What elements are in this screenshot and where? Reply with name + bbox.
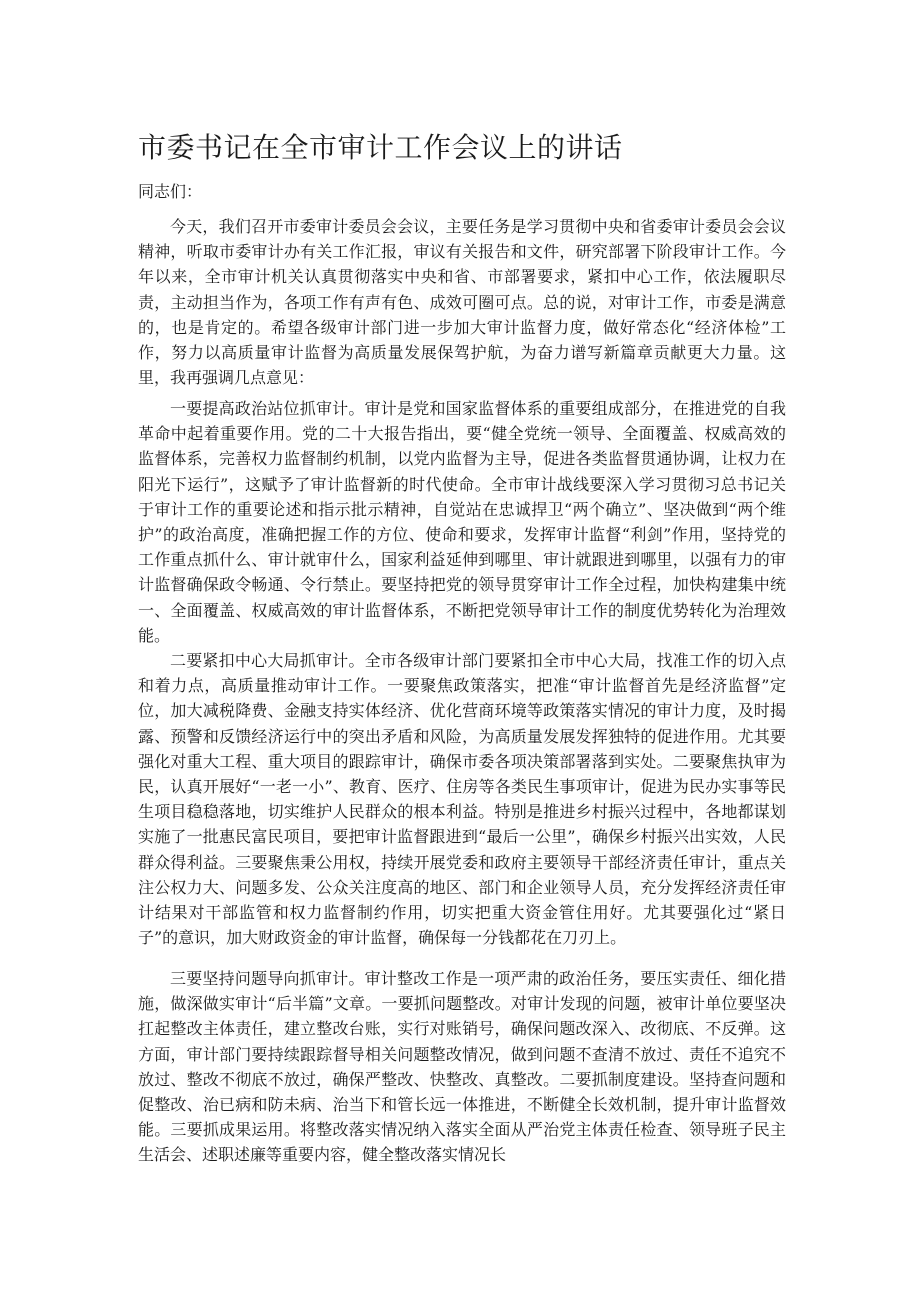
paragraph-point-one: 一要提高政治站位抓审计。审计是党和国家监督体系的重要组成部分，在推进党的自我革命中起着重要作用。党的二十大报告指出，要“健全党统一领导、全面覆盖、权威高效的监督体系，完善权力监督制约机制，以党内监督为主导，促进各类监督贯通协调，让权力在阳光下运行”，这赋予了审计监督新的时代使命。全市审计战线要深入学习贯彻习总书记关于审计工作的重要论述和指示批示精神，自觉站在忠诚捍卫“两个确立”、坚决做到“两个维护”的政治高度，准确把握工作的方位、使命和要求，发挥审计监督“利剑”作用，坚持党的工作重点抓什么、审计就审什么，国家利益延伸到哪里、审计就跟进到哪里，以强有力的审计监督确保政令畅通、令行禁止。要坚持把党的领导贯穿审计工作全过程，加快构建集中统一、全面覆盖、权威高效的审计监督体系，不断把党领导审计工作的制度优势转化为治理效能。 bbox=[138, 399, 786, 645]
paragraph-point-three: 三要坚持问题导向抓审计。审计整改工作是一项严肃的政治任务，要压实责任、细化措施，做深做实审计“后半篇”文章。一要抓问题整改。对审计发现的问题，被审计单位要坚决扛起整改主体责任，建立整改台账，实行对账销号，确保问题改深入、改彻底、不反弹。这方面，审计部门要持续跟踪督导相关问题整改情况，做到问题不查清不放过、责任不追究不放过、整改不彻底不放过，确保严整改、快整改、真整改。二要抓制度建设。坚持查问题和促整改、治已病和防未病、治当下和管长远一体推进，不断健全长效机制，提升审计监督效能。三要抓成果运用。将整改落实情况纳入落实全面从严治党主体责任检查、领导班子民主生活会、述职述廉等重要内容，健全整改落实情况长 bbox=[138, 969, 786, 1165]
paragraph-point-two: 二要紧扣中心大局抓审计。全市各级审计部门要紧扣全市中心大局，找准工作的切入点和着力点，高质量推动审计工作。一要聚焦政策落实，把准“审计监督首先是经济监督”定位，加大减税降费、金融支持实体经济、优化营商环境等政策落实情况的审计力度，及时揭露、预警和反馈经济运行中的突出矛盾和风险，为高质量发展发挥独特的促进作用。尤其要强化对重大工程、重大项目的跟踪审计，确保市委各项决策部署落到实处。二要聚焦执审为民，认真开展好“一老一小”、教育、医疗、住房等各类民生事项审计，促进为民办实事等民生项目稳稳落地，切实维护人民群众的根本利益。特别是推进乡村振兴过程中，各地都谋划实施了一批惠民富民项目，要把审计监督跟进到“最后一公里”，确保乡村振兴出实效，人民群众得利益。三要聚焦秉公用权，持续开展党委和政府主要领导干部经济责任审计，重点关注公权力大、问题多发、公众关注度高的地区、部门和企业领导人员，充分发挥经济责任审计结果对干部监管和权力监督制约作用，切实把重大资金管住用好。尤其要强化过“紧日子”的意识，加大财政资金的审计监督，确保每一分钱都花在刀刃上。 bbox=[138, 651, 786, 948]
paragraph-intro: 今天，我们召开市委审计委员会会议，主要任务是学习贯彻中央和省委审计委员会会议精神，听取市委审计办有关工作汇报，审议有关报告和文件，研究部署下阶段审计工作。今年以来，全市审计机关认真贯彻落实中央和省、市部署要求，紧扣中心工作，依法履职尽责，主动担当作为，各项工作有声有色、成效可圈可点。总的说，对审计工作，市委是满意的，也是肯定的。希望各级审计部门进一步加大审计监督力度，做好常态化“经济体检”工作，努力以高质量审计监督为高质量发展保驾护航，为奋力谱写新篇章贡献更大力量。这里，我再强调几点意见： bbox=[138, 217, 786, 388]
salutation: 同志们： bbox=[138, 182, 203, 201]
document-title: 市委书记在全市审计工作会议上的讲话 bbox=[138, 131, 623, 164]
